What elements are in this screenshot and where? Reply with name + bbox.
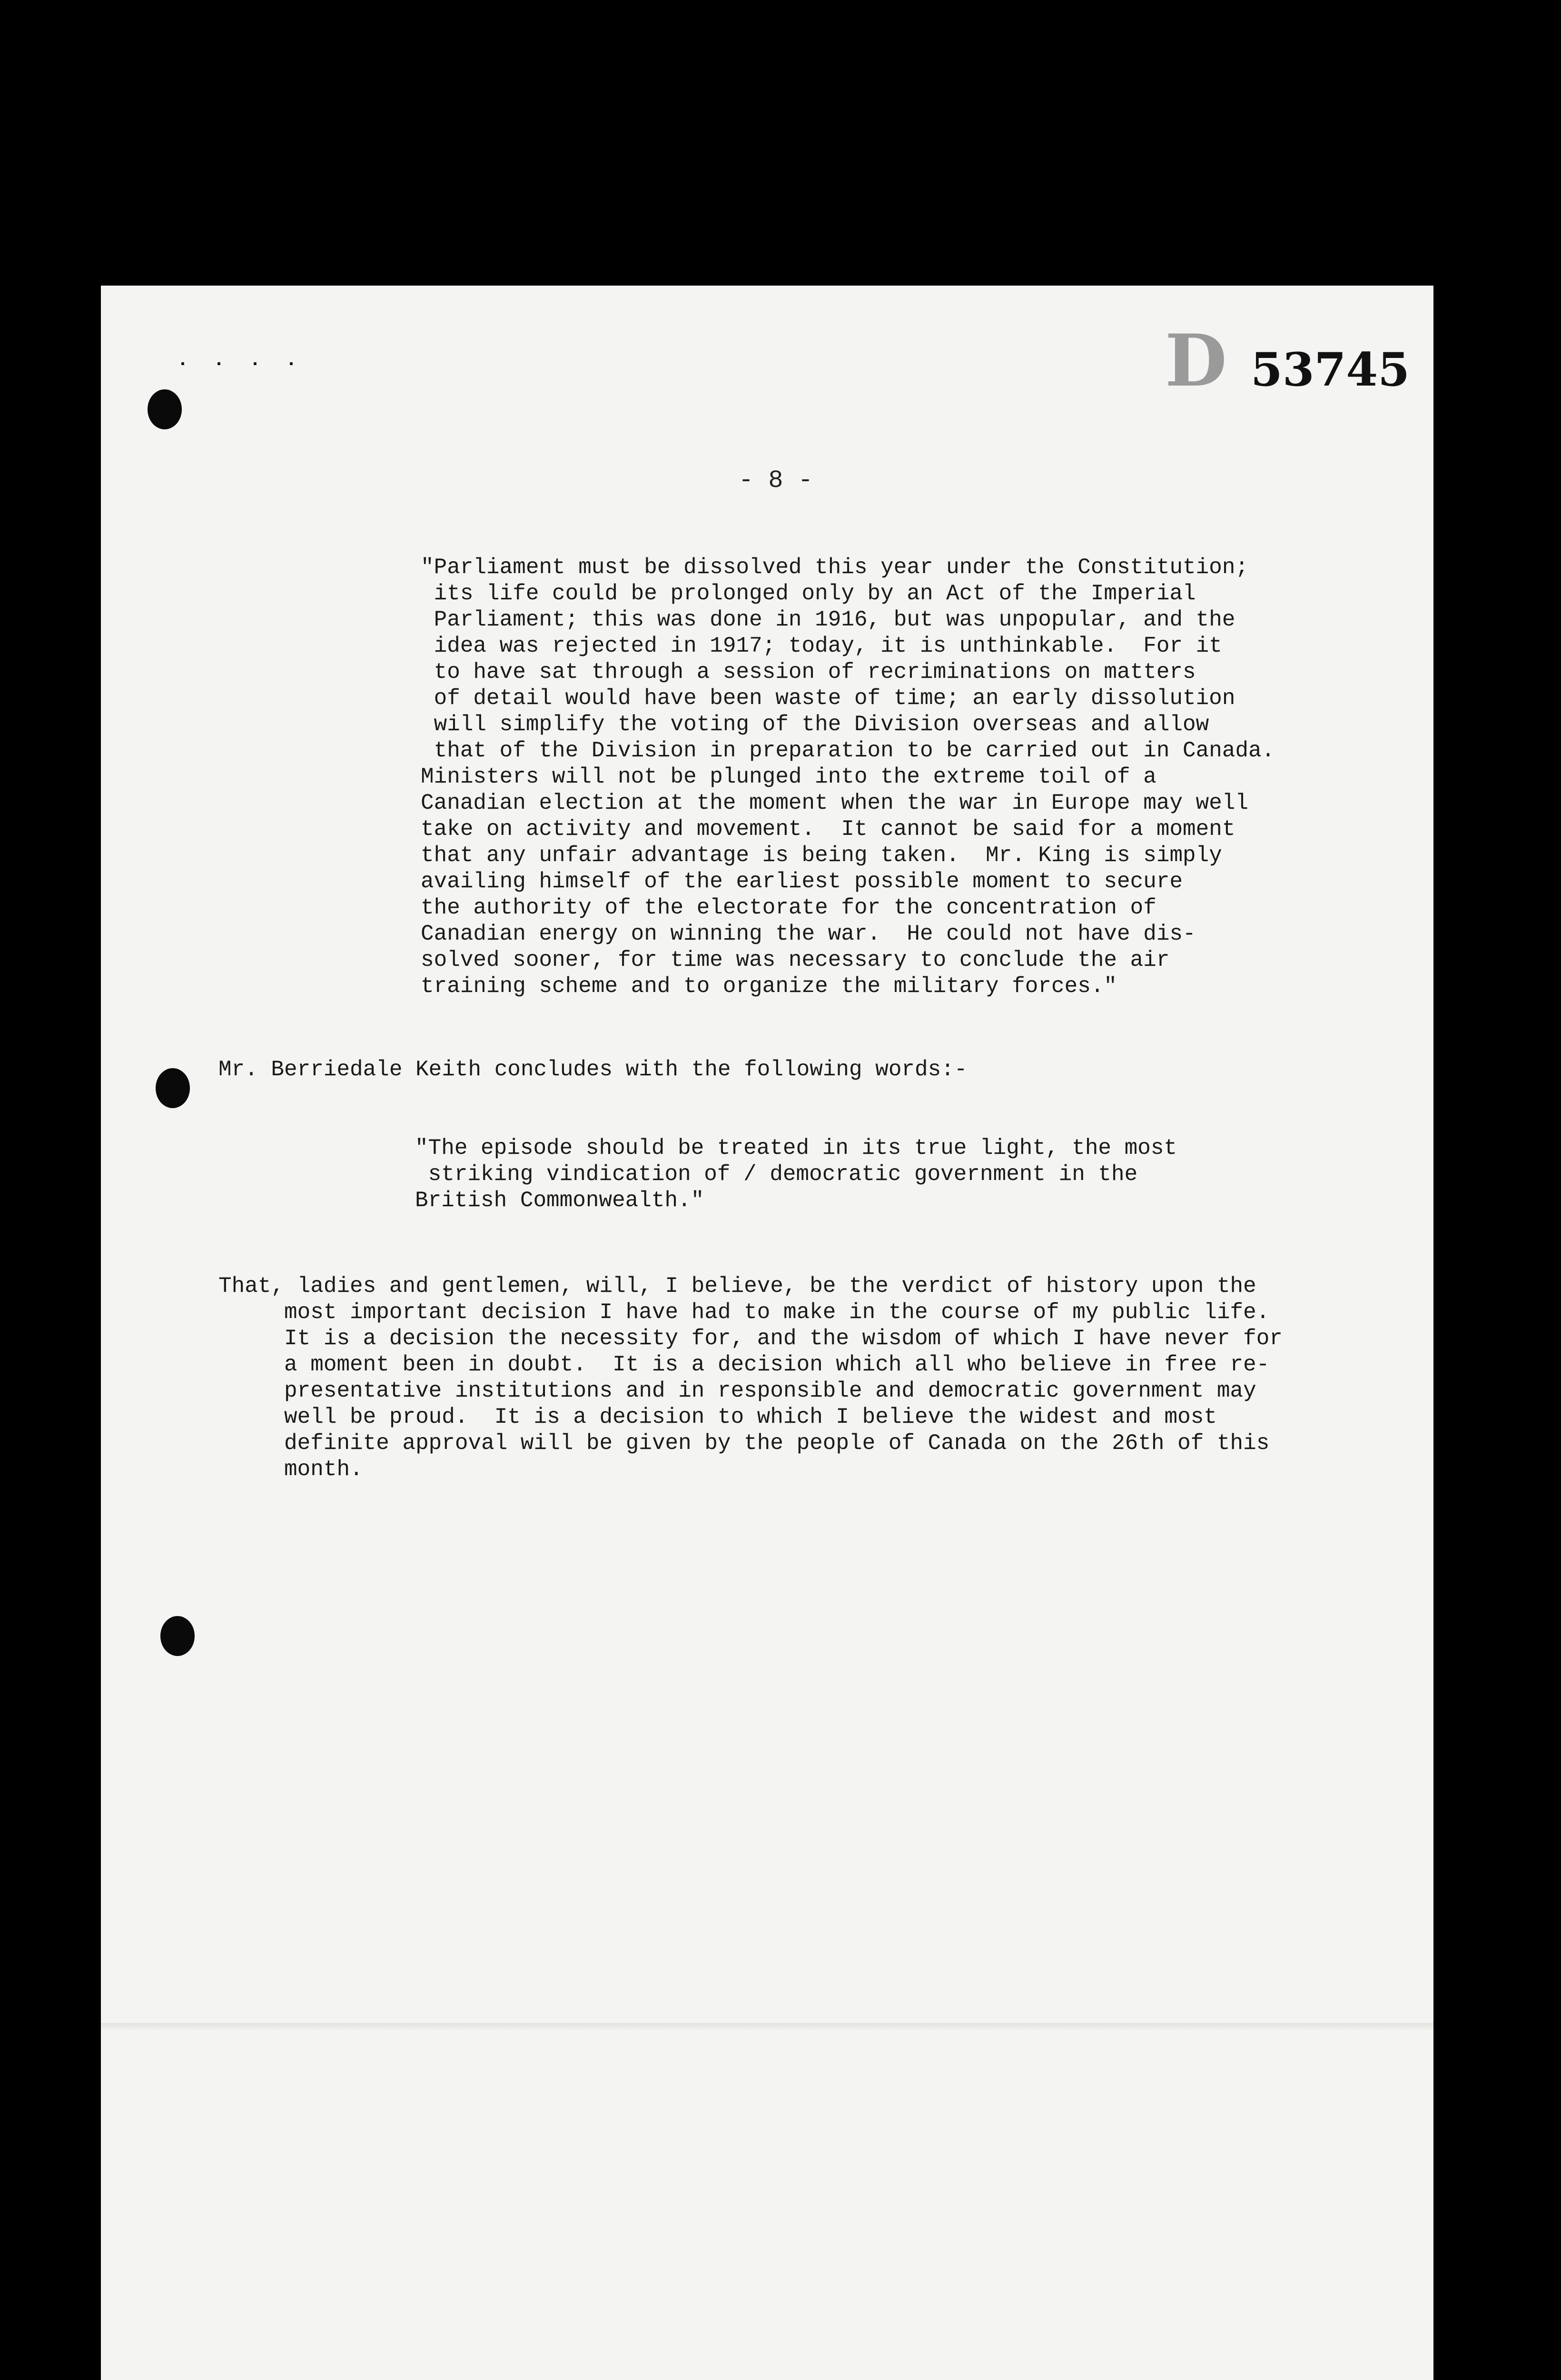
block-quote-keith: "The episode should be treated in its true light, the most striking vindication of / democratic government in the British Commonwealth." — [415, 1136, 1177, 1213]
paper-fold-line — [101, 2023, 1433, 2031]
corner-marks: . . . . — [177, 350, 304, 371]
keith-intro-paragraph: Mr. Berriedale Keith concludes with the following words:- — [218, 1057, 968, 1082]
document-number-value: 53745 — [1251, 343, 1410, 397]
document-prefix: D — [1165, 319, 1227, 403]
punch-hole-middle — [156, 1068, 190, 1108]
punch-hole-top — [148, 389, 182, 429]
punch-hole-bottom — [160, 1616, 195, 1656]
page-number: - 8 - — [739, 466, 813, 495]
document-number — [1165, 319, 1410, 403]
document-page — [101, 286, 1433, 2380]
closing-paragraph: That, ladies and gentlemen, will, I believe, be the verdict of history upon the most important decision I have had to make in the course of my public life. It is a decision the necessity for, and the wisdom of which I have never for a moment been in doubt. It is a decision which all who believe in free re- presentative institutions and in responsible and democratic government may well be proud. It is a decision to which I believe the widest and most definite approval will be given by the people of Canada on the 26th of this month. — [218, 1274, 1283, 1482]
block-quote-parliament: "Parliament must be dissolved this year under the Constitution; its life could be prolonged only by an Act of the Imperial Parliament; this was done in 1916, but was unpopular, and the idea was rejected in 1917; today, it is unthinkable. For it to have sat through a session of recriminations on matters of detail would have been waste of time; an early dissolution will simplify the voting of the Division overseas and allow that of the Division in preparation to be carried out in Canada. Ministers will not be plunged into the extreme toil of a Canadian election at the moment when the war in Europe may well take on activity and movement. It cannot be said for a moment that any unfair advantage is being taken. Mr. King is simply availing himself of the earliest possible moment to secure the authority of the electorate for the concentration of Canadian energy on winning the war. He could not have dis- solved sooner, for time was necessary to conclude the air training scheme and to organize the military forces." — [421, 555, 1275, 999]
